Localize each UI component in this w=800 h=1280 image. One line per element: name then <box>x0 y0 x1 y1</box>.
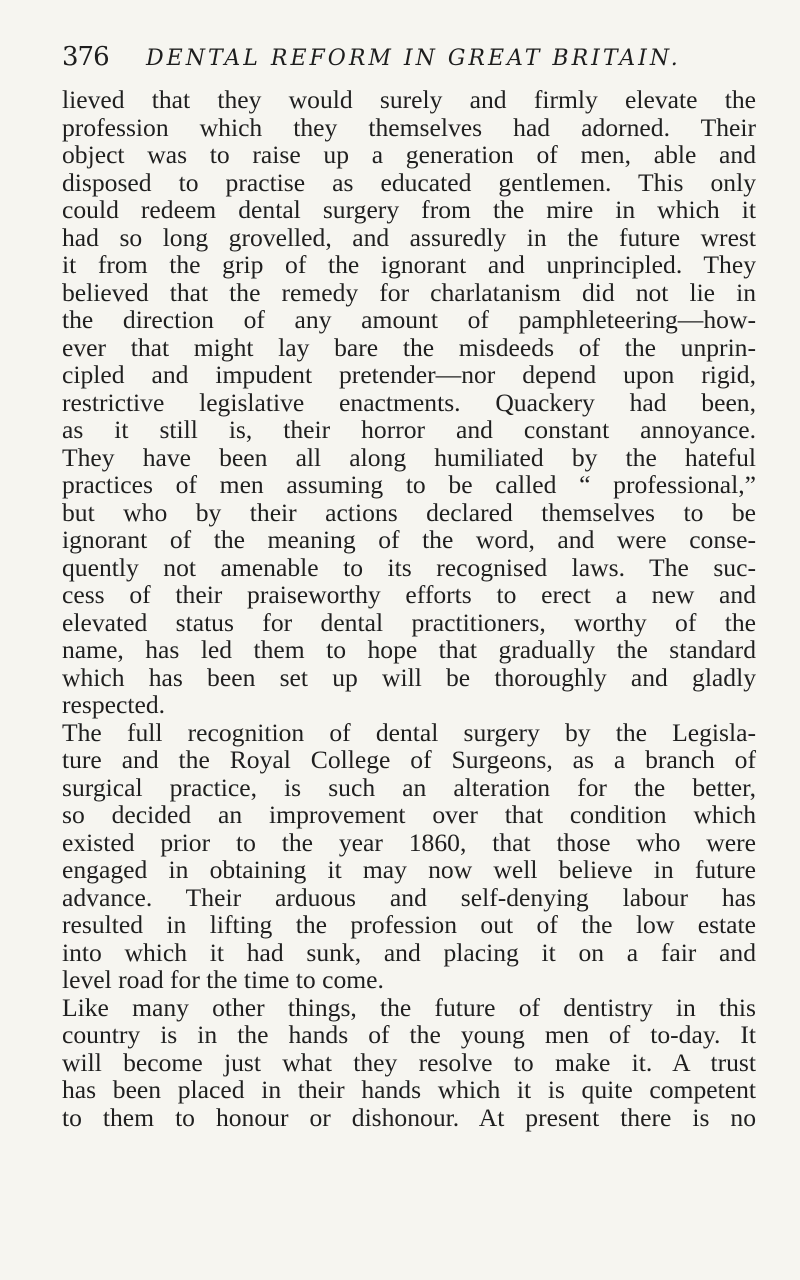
text-line: ignorant of the meaning of the word, and were conse- <box>62 525 756 554</box>
text-line: They have been all along humiliated by the hateful <box>62 442 756 472</box>
text-line: engaged in obtaining it may now well believe in future <box>62 855 756 884</box>
page-header <box>62 42 762 82</box>
text-line: restrictive legislative enactments. Quackery had been, <box>62 387 756 417</box>
text-line: advance. Their arduous and self-denying labour has <box>62 882 756 912</box>
text-line: existed prior to the year 1860, that those who were <box>62 827 756 857</box>
text-line: The full recognition of dental surgery by the Legisla- <box>62 717 756 747</box>
text-line: disposed to practise as educated gentlemen. This only <box>62 167 756 197</box>
text-line: level road for the time to come. <box>62 965 384 994</box>
text-line: will become just what they resolve to make it. A trust <box>62 1047 756 1077</box>
text-line: it from the grip of the ignorant and unprincipled. They <box>62 250 756 279</box>
text-line: but who by their actions declared themselves to be <box>62 497 756 527</box>
text-line: to them to honour or dishonour. At present there is no <box>62 1102 756 1132</box>
text-line: Like many other things, the future of dentistry in this <box>62 992 756 1022</box>
text-line: believed that the remedy for charlatanism did not lie in <box>62 277 756 307</box>
text-line: quently not amenable to its recognised laws. The suc- <box>62 552 756 582</box>
text-line: name, has led them to hope that gradually the standard <box>62 635 756 664</box>
text-line: could redeem dental surgery from the mire in which it <box>62 195 756 224</box>
text-line: resulted in lifting the profession out of the low estate <box>62 910 756 939</box>
text-line: ever that might lay bare the misdeeds of the unprin- <box>62 332 756 362</box>
text-line: elevated status for dental practitioners, worthy of the <box>62 607 756 637</box>
text-line: into which it had sunk, and placing it on a fair and <box>62 937 756 967</box>
text-line: so decided an improvement over that condition which <box>62 800 756 829</box>
body-text <box>62 86 756 1131</box>
text-line: profession which they themselves had adorned. Their <box>62 112 756 142</box>
page-number: 376 <box>62 42 109 72</box>
text-line: the direction of any amount of pamphleteering—how- <box>62 305 756 334</box>
text-line: had so long grovelled, and assuredly in the future wrest <box>62 222 756 252</box>
text-line: as it still is, their horror and constant annoyance. <box>62 415 756 444</box>
text-line: ture and the Royal College of Surgeons, as a branch of <box>62 745 756 774</box>
text-line: object was to raise up a generation of men, able and <box>62 140 756 169</box>
text-line: lieved that they would surely and firmly elevate the <box>62 85 756 114</box>
text-line: cipled and impudent pretender—nor depend upon rigid, <box>62 360 756 389</box>
text-line: practices of men assuming to be called “ professional,” <box>62 470 756 499</box>
text-line: country is in the hands of the young men of to-day. It <box>62 1020 756 1049</box>
text-line: respected. <box>62 690 166 719</box>
text-line: cess of their praiseworthy efforts to erect a new and <box>62 580 756 609</box>
text-line: which has been set up will be thoroughly and gladly <box>62 662 756 692</box>
running-head: DENTAL REFORM IN GREAT BRITAIN. <box>146 46 681 71</box>
text-line: has been placed in their hands which it is quite competent <box>62 1075 756 1104</box>
text-line: surgical practice, is such an alteration for the better, <box>62 772 756 802</box>
